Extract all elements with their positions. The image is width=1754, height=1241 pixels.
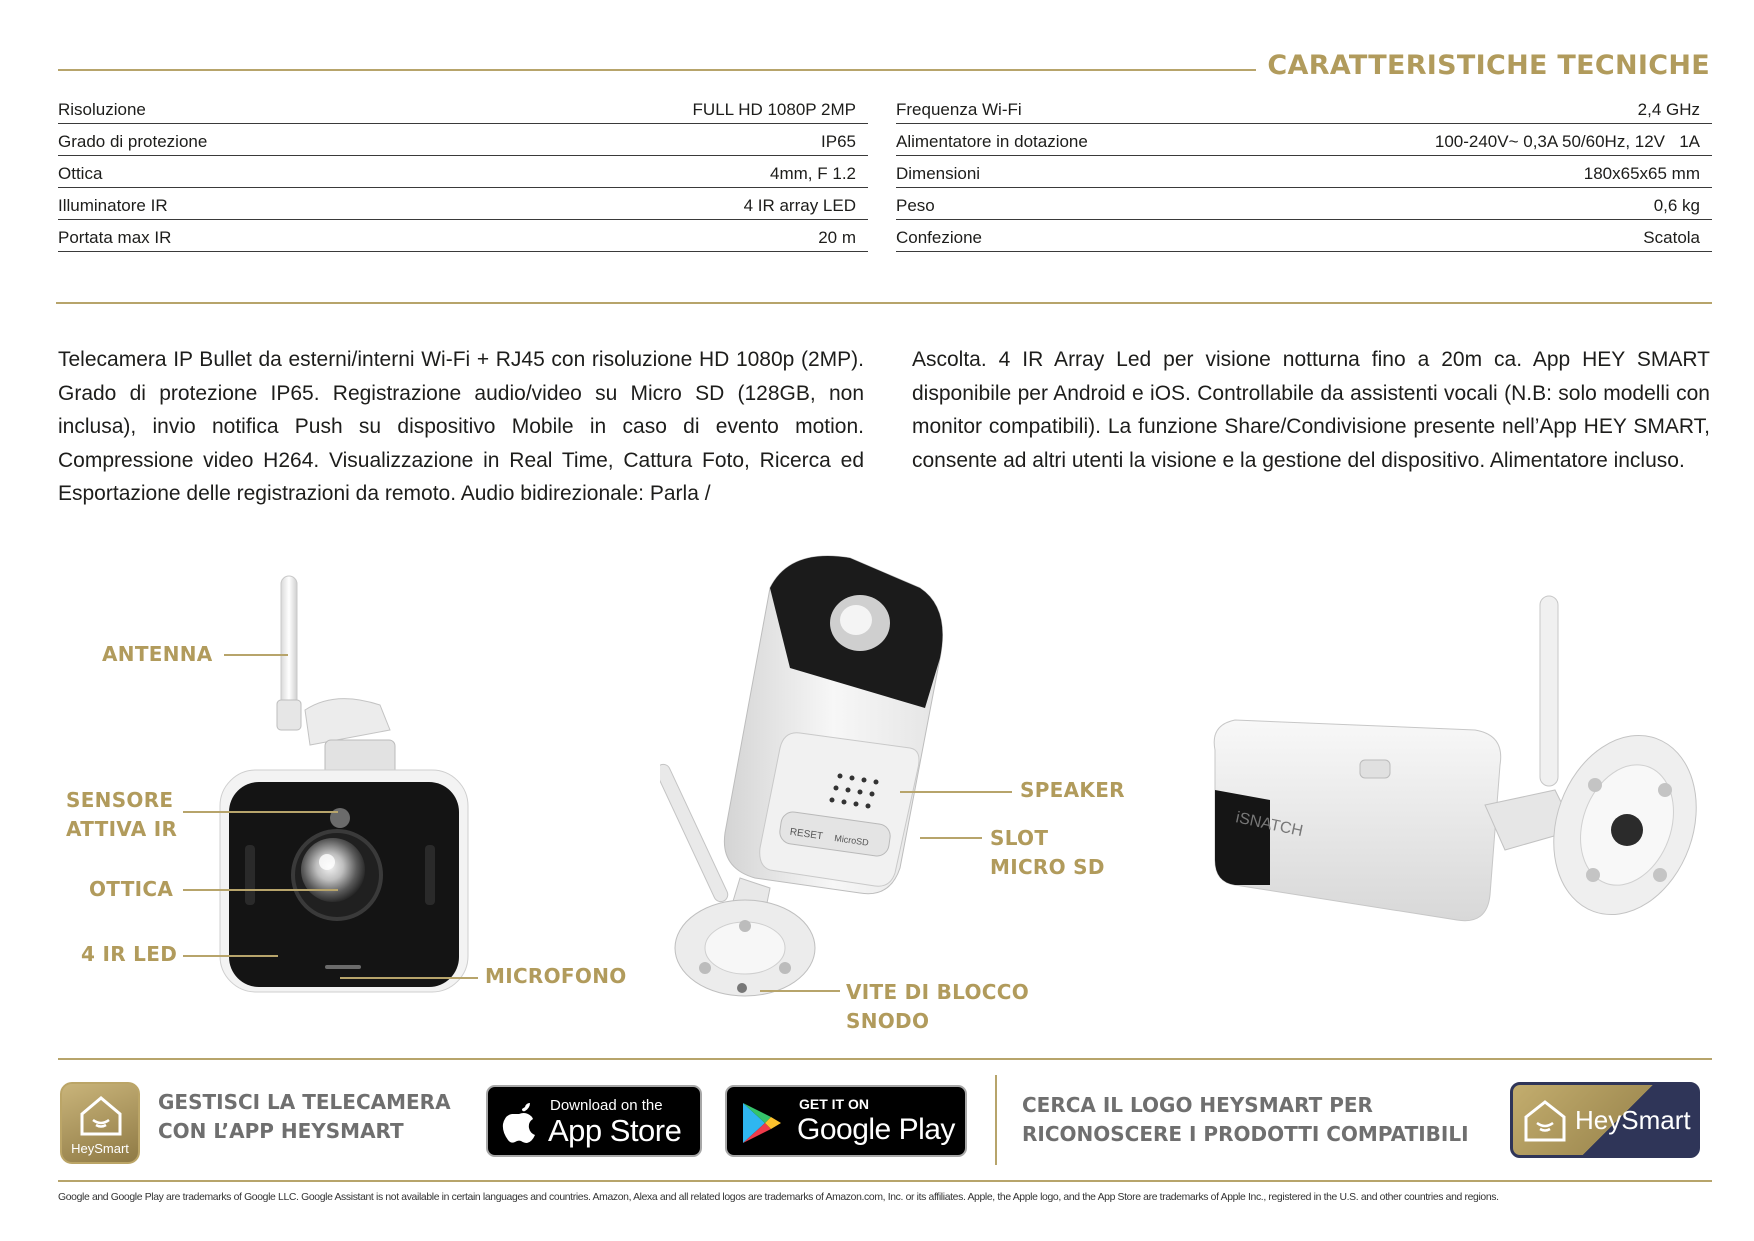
heysmart-app-icon <box>60 1082 140 1164</box>
spec-value: 4 IR array LED <box>743 196 856 215</box>
spec-value: 4mm, F 1.2 <box>770 164 856 183</box>
google-play-icon <box>741 1101 783 1145</box>
leader-microfono <box>340 977 478 979</box>
spec-row <box>58 124 868 156</box>
heysmart-logo <box>1510 1082 1700 1158</box>
footer-vertical-divider <box>995 1075 997 1165</box>
leader-ir-led <box>183 955 278 957</box>
spec-row <box>58 92 868 124</box>
header-rule <box>58 69 1256 71</box>
camera-front-image <box>215 570 485 1010</box>
callout-vite: VITE DI BLOCCO SNODO <box>846 980 1030 1033</box>
spec-table-left <box>58 92 868 252</box>
spec-row <box>896 220 1712 252</box>
callout-ir-led: 4 IR LED <box>81 942 178 966</box>
description-right: Ascolta. 4 IR Array Led per visione notturna fino a 20m ca. App HEY SMART disponibile per Android e iOS. Controllabile da assistenti vocali (N.B: solo modelli con monitor compatibili). La funzione Share/Condivisione presente nell’App HEY SMART, consente ad altri utenti la visione e la gestione del dispositivo. Alimentatore incluso. <box>912 348 1710 472</box>
camera-side-image <box>660 548 1030 1008</box>
app-store-button[interactable] <box>486 1085 702 1157</box>
section-divider <box>56 302 1712 304</box>
spec-value: FULL HD 1080P 2MP <box>692 100 856 119</box>
camera-angle-image <box>1195 590 1715 960</box>
leader-slot <box>920 837 982 839</box>
house-icon <box>78 1094 124 1138</box>
callout-sensore: SENSORE ATTIVA IR <box>66 788 178 841</box>
apple-icon <box>502 1103 536 1143</box>
leader-vite <box>760 990 840 992</box>
spec-value: 0,6 kg <box>1653 196 1700 215</box>
spec-label: Dimensioni <box>896 164 981 183</box>
spec-row <box>58 188 868 220</box>
callout-slot: SLOT MICRO SD <box>990 826 1105 879</box>
google-play-small: GET IT ON <box>799 1096 869 1112</box>
spec-row <box>896 92 1712 124</box>
spec-row <box>58 220 868 252</box>
spec-value: 100-240V~ 0,3A 50/60Hz, 12V 1A <box>1434 132 1700 151</box>
spec-label: Illuminatore IR <box>58 196 168 215</box>
footer-bottom-rule <box>58 1180 1712 1182</box>
spec-value: 2,4 GHz <box>1637 100 1700 119</box>
reset-label: RESET <box>789 826 824 843</box>
spec-row <box>58 156 868 188</box>
spec-label: Frequenza Wi-Fi <box>896 100 1022 119</box>
spec-row <box>896 124 1712 156</box>
spec-label: Confezione <box>896 228 983 247</box>
section-title: CARATTERISTICHE TECNICHE <box>1267 50 1710 81</box>
leader-antenna <box>224 654 288 656</box>
spec-row <box>896 156 1712 188</box>
spec-value: 180x65x65 mm <box>1583 164 1700 183</box>
leader-speaker <box>900 791 1012 793</box>
spec-label: Risoluzione <box>58 100 146 119</box>
spec-label: Alimentatore in dotazione <box>896 132 1088 151</box>
leader-ottica <box>183 889 338 891</box>
app-icon-label: HeySmart <box>71 1141 129 1156</box>
spec-value: 20 m <box>818 228 856 247</box>
spec-label: Peso <box>896 196 935 215</box>
callout-ottica: OTTICA <box>89 877 174 901</box>
google-play-big: Google Play <box>797 1113 955 1146</box>
spec-value: Scatola <box>1643 228 1700 247</box>
microsd-label: MicroSD <box>833 833 870 848</box>
footer-top-rule <box>58 1058 1712 1060</box>
description-left: Telecamera IP Bullet da esterni/interni Wi-Fi + RJ45 con risoluzione HD 1080p (2MP). Grado di protezione IP65. Registrazione audio/video su Micro SD (128GB, non inclusa), invio notifica Push su dispositivo Mobile in caso di evento motion. Compressione video H264. Visualizzazione in Real Time, Cattura Foto, Ricerca ed Esportazione delle registrazioni da remoto. Audio bidirezionale: Parla / <box>58 348 864 505</box>
callout-microfono: MICROFONO <box>485 964 627 988</box>
spec-label: Portata max IR <box>58 228 172 247</box>
manage-app-text: GESTISCI LA TELECAMERA CON L’APP HEYSMART <box>158 1090 451 1143</box>
leader-sensore <box>183 811 338 813</box>
google-play-button[interactable] <box>725 1085 967 1157</box>
brand-label: iSNATCH <box>1234 809 1305 841</box>
search-logo-text: CERCA IL LOGO HEYSMART PER RICONOSCERE I PRODOTTI COMPATIBILI <box>1022 1093 1469 1146</box>
spec-table-right <box>896 92 1712 252</box>
app-store-big: App Store <box>548 1113 682 1148</box>
legal-notice: Google and Google Play are trademarks of Google LLC. Google Assistant is not available in certain languages and countries. Amazon, Alexa and all related logos are trademarks of Amazon.com, Inc. or its affiliates. Apple, the Apple logo, and the App Store are trademarks of Apple Inc., registered in the U.S. and other countries and regions. <box>58 1192 1499 1203</box>
heysmart-logo-text: HeySmart <box>1575 1105 1691 1135</box>
spec-label: Grado di protezione <box>58 132 208 151</box>
spec-row <box>896 188 1712 220</box>
callout-antenna: ANTENNA <box>102 642 213 666</box>
spec-label: Ottica <box>58 164 103 183</box>
callout-speaker: SPEAKER <box>1020 778 1125 802</box>
house-icon <box>1523 1099 1567 1143</box>
app-store-small: Download on the <box>550 1097 663 1114</box>
spec-value: IP65 <box>821 132 856 151</box>
